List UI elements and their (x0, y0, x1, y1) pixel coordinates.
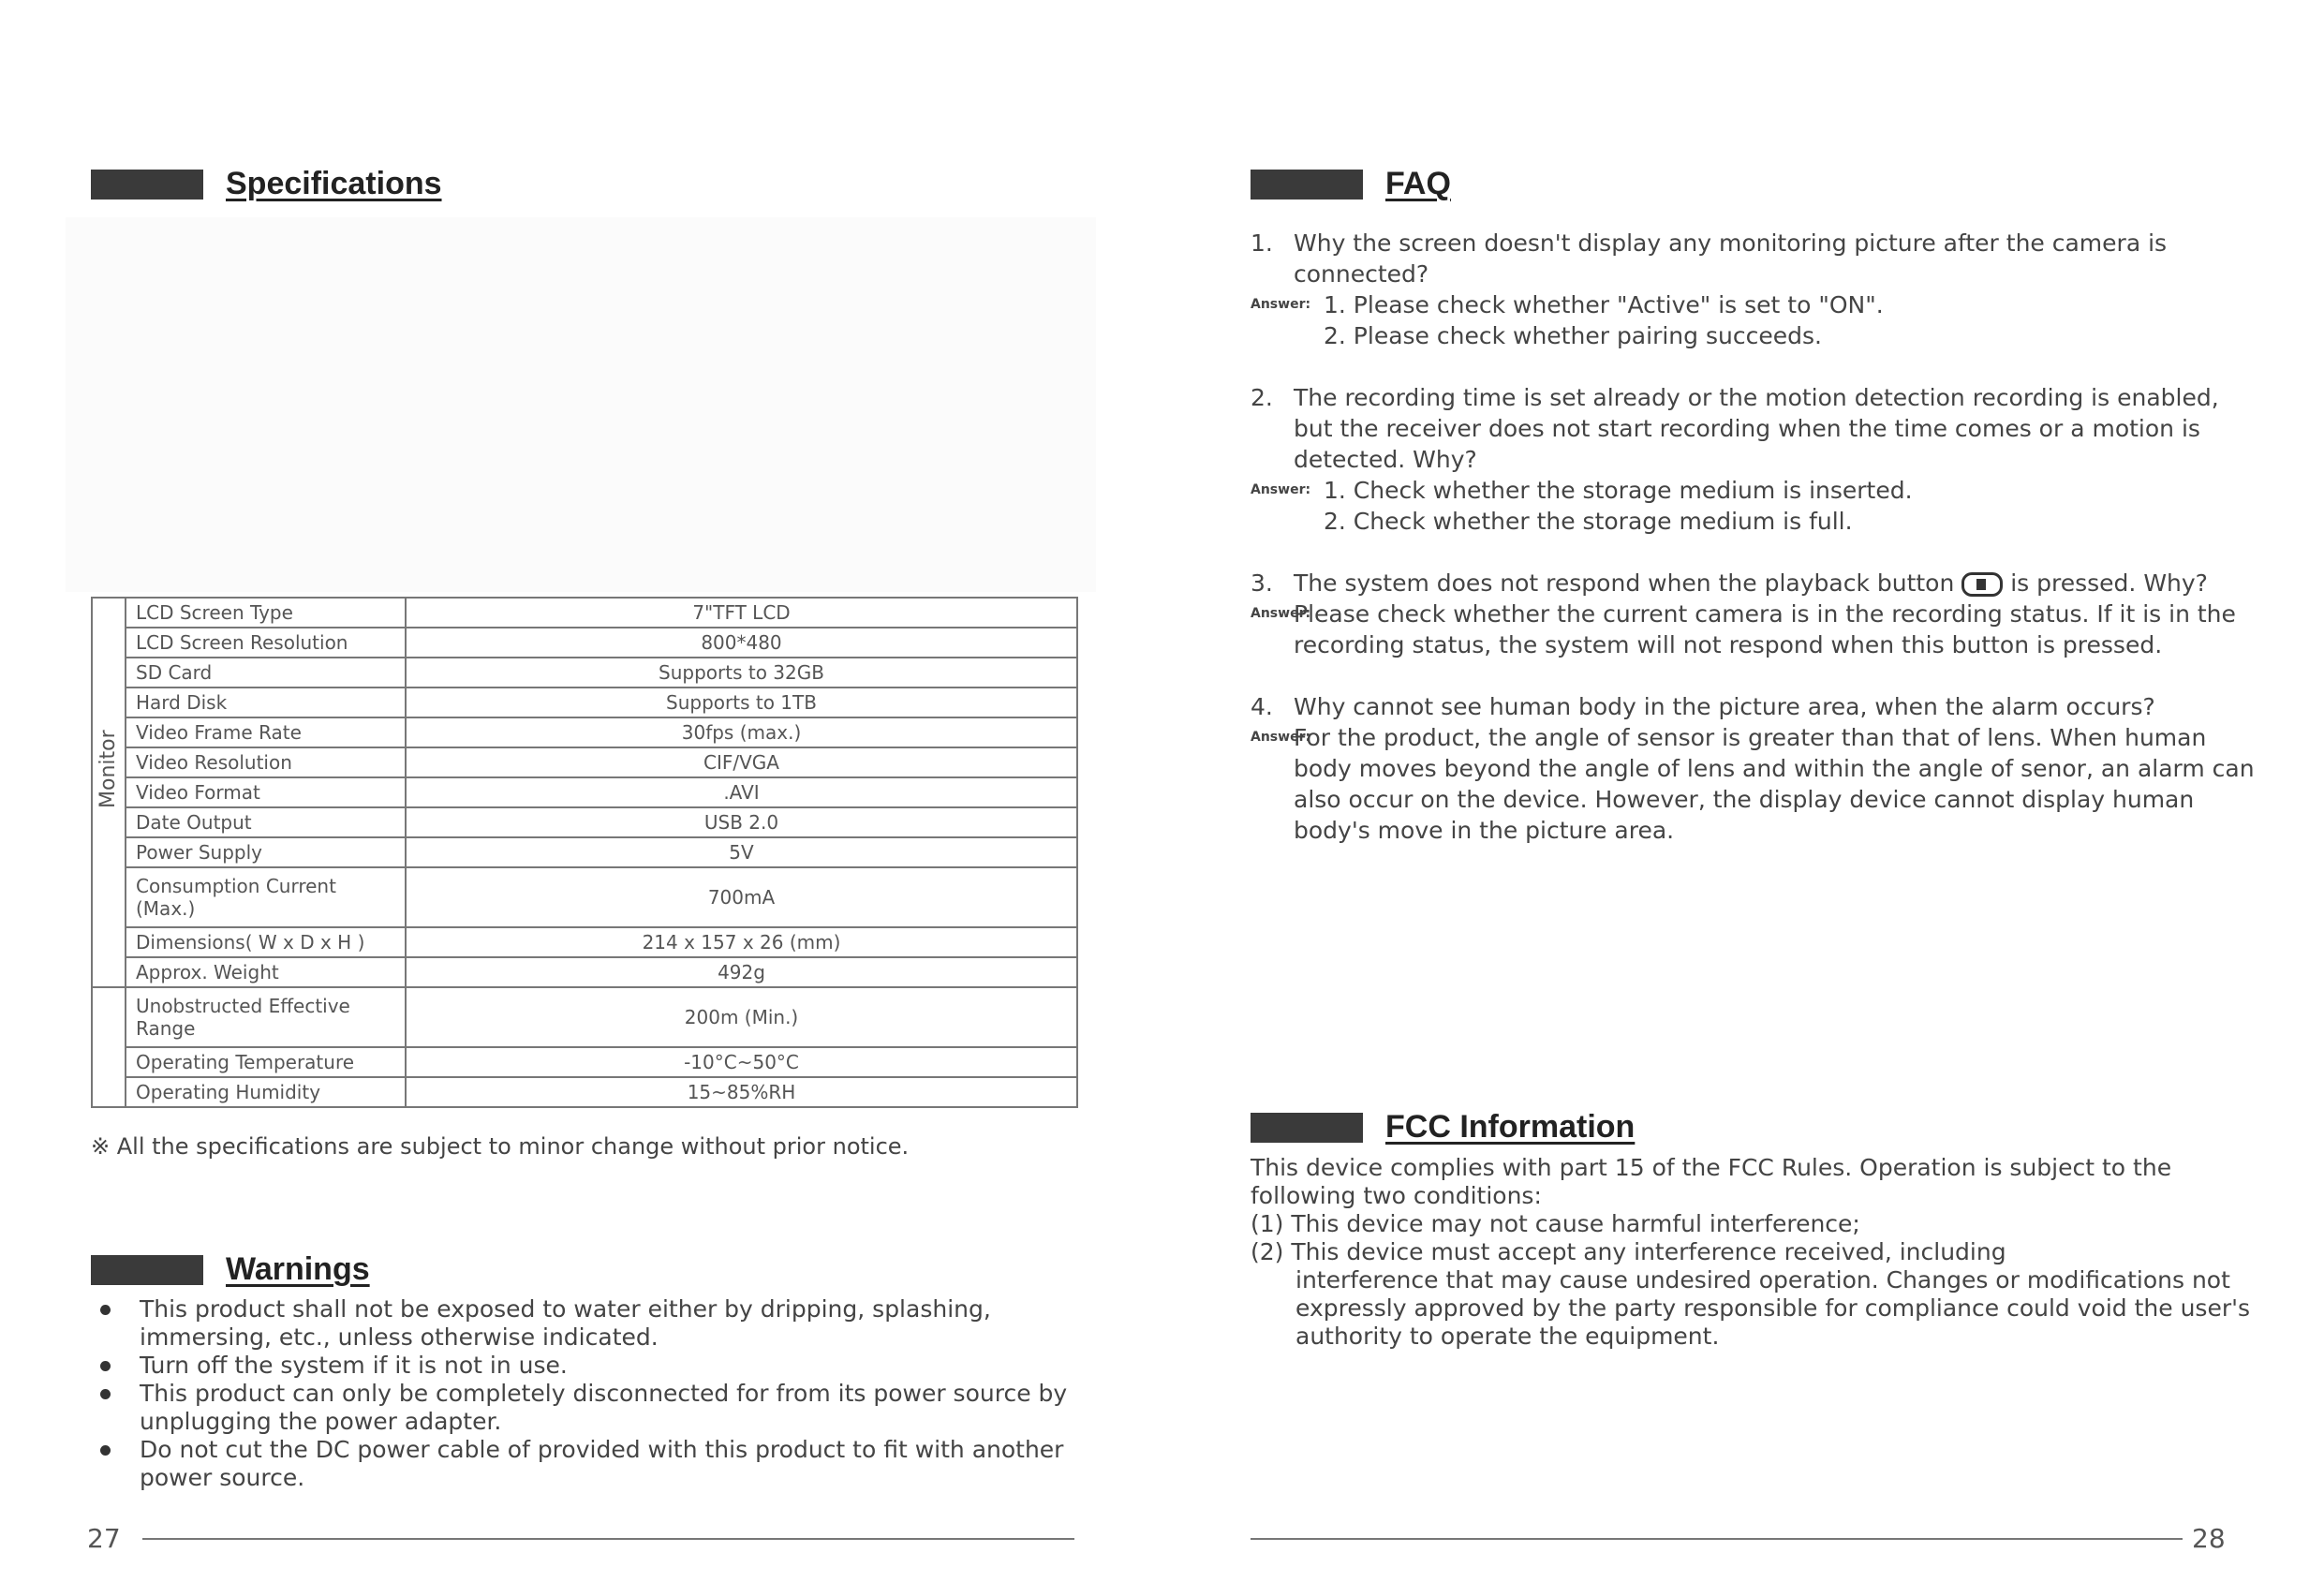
table-row (92, 837, 1077, 867)
table-row (92, 807, 1077, 837)
spec-group-label: Monitor (96, 730, 120, 808)
spec-value: -10°C~50°C (406, 1047, 1077, 1077)
faq-question: Why cannot see human body in the picture area, when the alarm occurs? (1294, 693, 2155, 720)
faq-title: FAQ (1385, 166, 1451, 201)
faq-answer: 2. Please check whether pairing succeeds. (1324, 322, 1822, 349)
spec-label: Approx. Weight (126, 957, 406, 987)
spec-label: Hard Disk (126, 688, 406, 717)
heading-bar (91, 170, 203, 200)
table-row (92, 717, 1077, 747)
table-row (92, 1077, 1077, 1107)
spec-value: 800*480 (406, 628, 1077, 658)
list-item (91, 1436, 1103, 1492)
page-number-left: 27 (87, 1523, 121, 1554)
table-row (92, 987, 1077, 1047)
spec-label: Date Output (126, 807, 406, 837)
fcc-title: FCC Information (1385, 1109, 1636, 1145)
faq-question: The recording time is set already or the motion detection recording is enabled, but the receiver does not start recording when the time comes or a motion is detected. Why? (1294, 384, 2219, 473)
spec-group-cell (92, 598, 126, 987)
faq-item (1251, 228, 2262, 351)
table-row (92, 867, 1077, 927)
table-row (92, 1047, 1077, 1077)
table-row (92, 957, 1077, 987)
table-row (92, 747, 1077, 777)
spec-label: Power Supply (126, 837, 406, 867)
answer-label: Answer: (1251, 730, 1311, 745)
bullet-icon (100, 1445, 111, 1456)
faq-question (1294, 568, 2208, 599)
spec-value: Supports to 32GB (406, 658, 1077, 688)
footer-rule-right (1251, 1538, 2183, 1540)
bullet-icon (100, 1389, 111, 1399)
spec-label: SD Card (126, 658, 406, 688)
list-item (91, 1380, 1103, 1436)
spec-note: ※ All the specifications are subject to minor change without prior notice. (91, 1133, 910, 1160)
footer-rule-left (142, 1538, 1074, 1540)
spec-label: Operating Humidity (126, 1077, 406, 1107)
playback-button-icon (1961, 572, 2003, 597)
heading-bar (1251, 170, 1363, 200)
spec-label: LCD Screen Type (126, 598, 406, 628)
faq-heading (1251, 166, 1451, 202)
spec-label: Unobstructed Effective Range (126, 987, 406, 1047)
faq-question-part: The system does not respond when the playback button (1294, 569, 1955, 597)
faq-number: 4. (1251, 693, 1273, 720)
faq-answer: 1. Check whether the storage medium is inserted. (1324, 477, 1913, 504)
faq-answer: 1. Please check whether "Active" is set to "ON". (1324, 291, 1884, 318)
faq-item (1251, 568, 2262, 660)
fcc-intro: This device complies with part 15 of the FCC Rules. Operation is subject to the following two conditions: (1251, 1154, 2172, 1209)
spec-label: Video Format (126, 777, 406, 807)
faq-item (1251, 382, 2262, 537)
faq-item (1251, 691, 2262, 846)
list-item (91, 1295, 1103, 1352)
faq-number: 1. (1251, 229, 1273, 257)
spec-value: 200m (Min.) (406, 987, 1077, 1047)
spec-value: CIF/VGA (406, 747, 1077, 777)
bullet-icon (100, 1361, 111, 1371)
table-row (92, 927, 1077, 957)
spec-value: 15~85%RH (406, 1077, 1077, 1107)
faq-question-part: is pressed. Why? (2010, 569, 2208, 597)
spec-label: Consumption Current (Max.) (126, 867, 406, 927)
heading-bar (91, 1255, 203, 1285)
spec-value: 5V (406, 837, 1077, 867)
warnings-heading (91, 1251, 370, 1288)
spec-label: Operating Temperature (126, 1047, 406, 1077)
spec-value: 700mA (406, 867, 1077, 927)
fcc-condition-2: (2) This device must accept any interference received, including (1251, 1238, 2006, 1265)
faq-answer: Please check whether the current camera is in the recording status. If it is in the recording status, the system will not respond when this button is pressed. (1294, 600, 2236, 658)
fcc-condition-1: (1) This device may not cause harmful interference; (1251, 1210, 1860, 1237)
bullet-icon (100, 1305, 111, 1315)
faq-answer: For the product, the angle of sensor is greater than that of lens. When human body moves beyond the angle of lens and within the angle of senor, an alarm can also occur on the device. However, the display device cannot display human body's move in the picture area. (1294, 724, 2255, 844)
answer-label: Answer: (1251, 606, 1311, 621)
spec-value: 7"TFT LCD (406, 598, 1077, 628)
faq-list (1251, 228, 2262, 877)
spec-label: Video Resolution (126, 747, 406, 777)
warning-text: Do not cut the DC power cable of provided with this product to fit with another power source. (140, 1436, 1064, 1491)
faq-number: 2. (1251, 384, 1273, 411)
heading-bar (1251, 1113, 1363, 1143)
table-row (92, 688, 1077, 717)
warnings-title: Warnings (226, 1251, 370, 1287)
fcc-text (1251, 1154, 2262, 1351)
faq-number: 3. (1251, 569, 1273, 597)
warnings-list (91, 1295, 1103, 1492)
specifications-table (91, 597, 1078, 1108)
table-row (92, 598, 1077, 628)
spec-value: 214 x 157 x 26 (mm) (406, 927, 1077, 957)
table-row (92, 658, 1077, 688)
spec-value: USB 2.0 (406, 807, 1077, 837)
fcc-heading (1251, 1109, 1635, 1146)
answer-label: Answer: (1251, 297, 1311, 312)
table-row (92, 628, 1077, 658)
specifications-heading (91, 166, 442, 202)
page-number-right: 28 (2192, 1523, 2226, 1554)
spec-label: Dimensions( W x D x H ) (126, 927, 406, 957)
spec-value: Supports to 1TB (406, 688, 1077, 717)
fcc-condition-2-continued: interference that may cause undesired operation. Changes or modifications not expressly approved by the party responsible for compliance could void the user's authority to operate the equipment. (1295, 1266, 2250, 1350)
warning-text: Turn off the system if it is not in use. (140, 1352, 568, 1379)
spec-group-cell-empty (92, 987, 126, 1107)
specifications-title: Specifications (226, 166, 442, 201)
spec-label: LCD Screen Resolution (126, 628, 406, 658)
warning-text: This product shall not be exposed to water either by dripping, splashing, immersing, etc., unless otherwise indicated. (140, 1295, 991, 1351)
list-item (91, 1352, 1103, 1380)
spec-value: 492g (406, 957, 1077, 987)
faq-question: Why the screen doesn't display any monitoring picture after the camera is connected? (1294, 229, 2168, 288)
blank-image-area (66, 217, 1096, 592)
table-row (92, 777, 1077, 807)
answer-label: Answer: (1251, 482, 1311, 497)
spec-value: 30fps (max.) (406, 717, 1077, 747)
warning-text: This product can only be completely disconnected for from its power source by unplugging the power adapter. (140, 1380, 1068, 1435)
spec-label: Video Frame Rate (126, 717, 406, 747)
faq-answer: 2. Check whether the storage medium is full. (1324, 508, 1853, 535)
spec-value: .AVI (406, 777, 1077, 807)
